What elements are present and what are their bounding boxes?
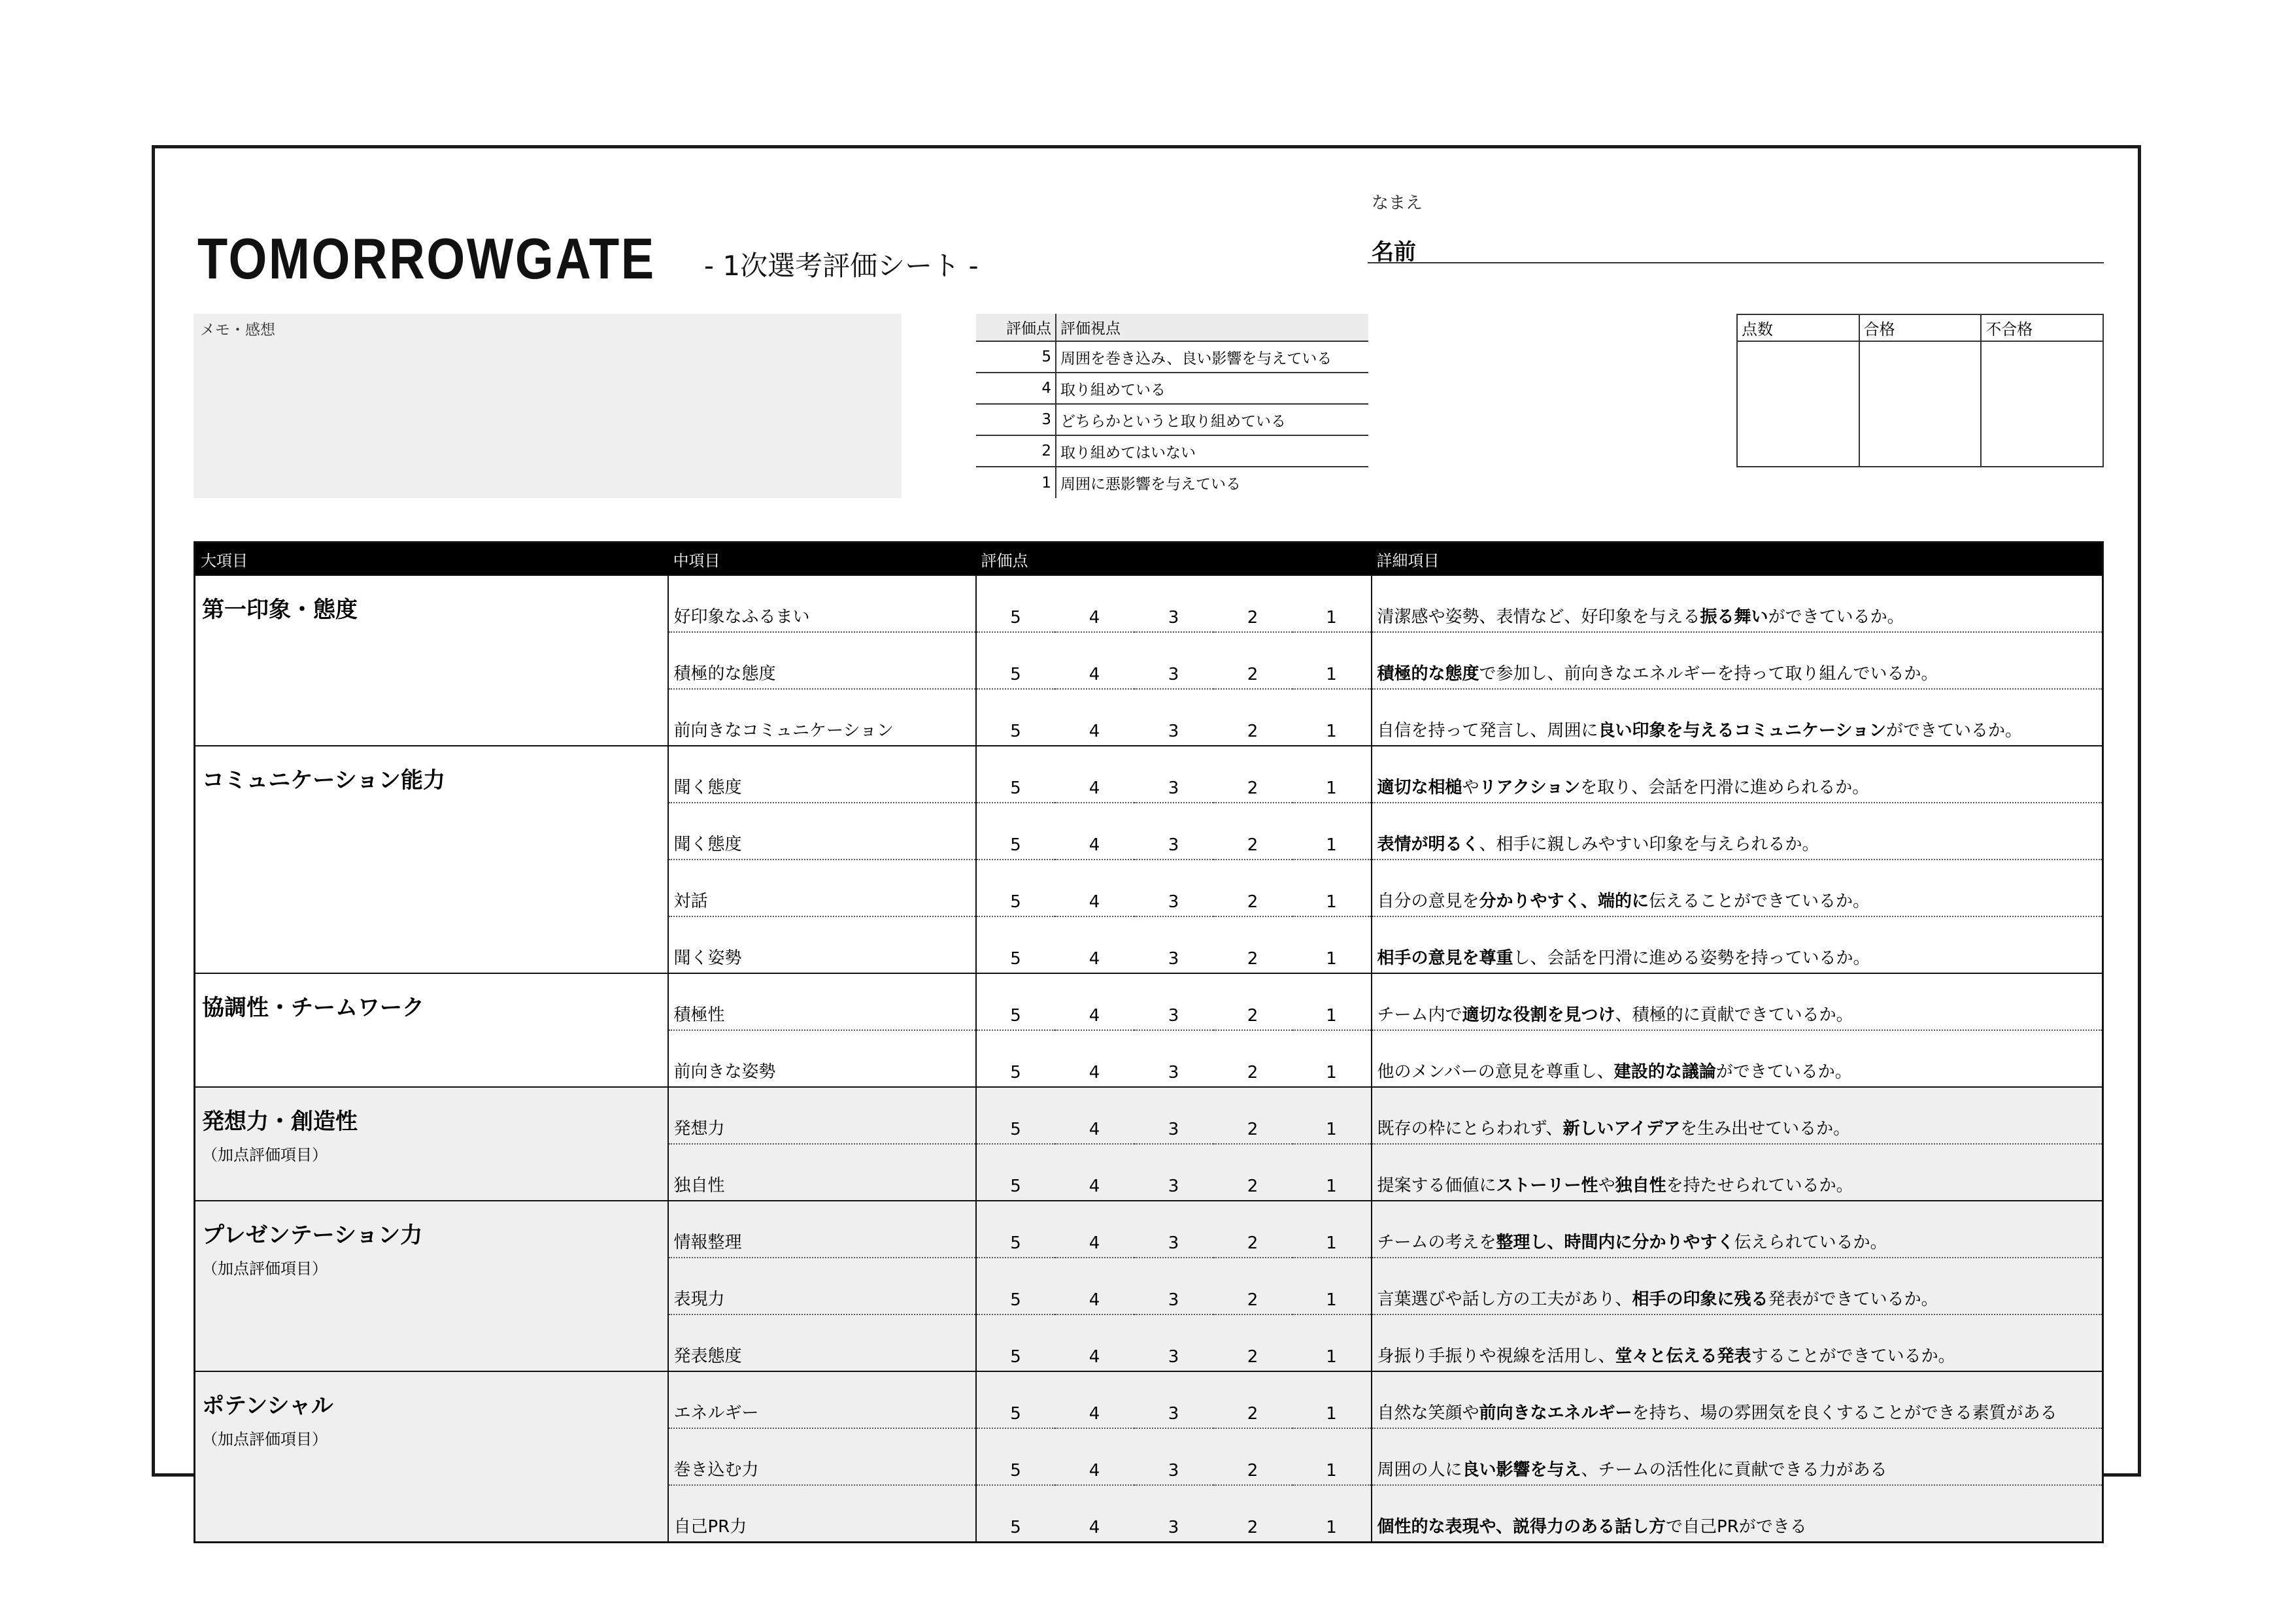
scale-row	[976, 373, 1368, 404]
detail-emphasis: 前向きなエネルギー	[1479, 1403, 1632, 1423]
detail-segment: 既存の枠にとらわれず、	[1377, 1119, 1563, 1139]
category-group	[195, 746, 2103, 973]
header-category: 大項目	[195, 543, 668, 576]
sub-item: 積極的な態度	[668, 632, 976, 689]
score-option-5[interactable]: 5	[976, 1371, 1055, 1428]
detail-segment: することができているか。	[1751, 1347, 1955, 1366]
scale-score: 5	[976, 341, 1056, 373]
score-option-4[interactable]: 4	[1055, 746, 1134, 803]
sub-item: 前向きな姿勢	[668, 1030, 976, 1087]
score-option-2[interactable]: 2	[1213, 803, 1292, 860]
memo-box[interactable]	[194, 314, 902, 498]
detail-segment: を生み出せているか。	[1680, 1119, 1851, 1139]
score-option-4[interactable]: 4	[1055, 689, 1134, 746]
sub-item: 好印象なふるまい	[668, 575, 976, 632]
detail-text	[1372, 860, 2103, 916]
result-box	[1736, 314, 2104, 467]
detail-text	[1372, 1030, 2103, 1087]
table-row	[195, 1087, 2103, 1144]
memo-label: メモ・感想	[200, 322, 275, 339]
table-row	[195, 1201, 2103, 1258]
score-option-1[interactable]: 1	[1292, 632, 1372, 689]
score-option-1[interactable]: 1	[1292, 1258, 1372, 1314]
score-option-4[interactable]: 4	[1055, 1485, 1134, 1543]
detail-segment: 自然な笑顔や	[1377, 1403, 1479, 1423]
detail-segment: 発表ができているか。	[1768, 1290, 1938, 1309]
category-cell	[195, 1371, 668, 1543]
score-option-1[interactable]: 1	[1292, 575, 1372, 632]
detail-emphasis: リアクション	[1479, 778, 1581, 797]
result-header-points: 点数	[1737, 314, 1859, 341]
detail-segment: で参加し、前向きなエネルギーを持って取り組んでいるか。	[1479, 664, 1938, 684]
score-option-1[interactable]: 1	[1292, 860, 1372, 916]
score-option-3[interactable]: 3	[1134, 1201, 1213, 1258]
category-group	[195, 973, 2103, 1087]
sub-item: 巻き込む力	[668, 1428, 976, 1485]
detail-segment: 言葉選びや話し方の工夫があり、	[1377, 1290, 1632, 1309]
header-detail: 詳細項目	[1372, 543, 2103, 576]
detail-segment: 身振り手振りや視線を活用し、	[1377, 1347, 1615, 1366]
scale-score: 4	[976, 373, 1056, 404]
category-name: ポテンシャル	[202, 1393, 333, 1419]
detail-text	[1372, 632, 2103, 689]
score-option-5[interactable]: 5	[976, 916, 1055, 973]
score-option-3[interactable]: 3	[1134, 1144, 1213, 1201]
category-note: （加点評価項目）	[202, 1260, 328, 1278]
score-option-2[interactable]: 2	[1213, 973, 1292, 1030]
category-group	[195, 1371, 2103, 1543]
sub-item: 情報整理	[668, 1201, 976, 1258]
detail-emphasis: 堂々と伝える発表	[1615, 1347, 1751, 1366]
score-option-5[interactable]: 5	[976, 1201, 1055, 1258]
score-option-1[interactable]: 1	[1292, 1485, 1372, 1543]
score-option-4[interactable]: 4	[1055, 1087, 1134, 1144]
sub-item: 積極性	[668, 973, 976, 1030]
score-option-4[interactable]: 4	[1055, 860, 1134, 916]
score-option-2[interactable]: 2	[1213, 1428, 1292, 1485]
detail-emphasis: 良い影響を与え	[1462, 1460, 1581, 1480]
detail-segment: 自信を持って発言し、周囲に	[1377, 721, 1598, 741]
score-option-3[interactable]: 3	[1134, 860, 1213, 916]
category-group	[195, 1087, 2103, 1201]
detail-emphasis: ストーリー性	[1496, 1176, 1598, 1196]
score-option-5[interactable]: 5	[976, 1144, 1055, 1201]
detail-emphasis: 個性的な表現や、説得力のある話し方	[1377, 1517, 1666, 1537]
score-option-1[interactable]: 1	[1292, 1144, 1372, 1201]
detail-text	[1372, 973, 2103, 1030]
score-option-2[interactable]: 2	[1213, 632, 1292, 689]
score-option-3[interactable]: 3	[1134, 916, 1213, 973]
detail-segment: し、会話を円滑に進める姿勢を持っているか。	[1513, 948, 1870, 968]
detail-emphasis: 適切な役割を見つけ	[1462, 1005, 1615, 1025]
sub-item: 聞く態度	[668, 746, 976, 803]
score-option-4[interactable]: 4	[1055, 1144, 1134, 1201]
score-option-2[interactable]: 2	[1213, 1030, 1292, 1087]
scale-score: 2	[976, 435, 1056, 467]
score-option-2[interactable]: 2	[1213, 689, 1292, 746]
category-group	[195, 575, 2103, 746]
detail-segment: 、積極的に貢献できているか。	[1615, 1005, 1853, 1025]
score-option-3[interactable]: 3	[1134, 746, 1213, 803]
detail-segment: ができているか。	[1715, 1062, 1852, 1082]
logo: TOMORROWGATE	[197, 226, 656, 291]
score-option-5[interactable]: 5	[976, 973, 1055, 1030]
score-option-2[interactable]: 2	[1213, 746, 1292, 803]
score-option-2[interactable]: 2	[1213, 860, 1292, 916]
scale-row	[976, 467, 1368, 498]
sub-item: 聞く態度	[668, 803, 976, 860]
detail-emphasis: 新しいアイデア	[1562, 1119, 1681, 1139]
detail-segment: を取り、会話を円滑に進められるか。	[1580, 778, 1870, 797]
category-name: 発想力・創造性	[202, 1109, 358, 1135]
score-option-5[interactable]: 5	[976, 1428, 1055, 1485]
detail-segment: 、相手に親しみやすい印象を与えられるか。	[1479, 835, 1819, 854]
table-row	[195, 746, 2103, 803]
score-option-1[interactable]: 1	[1292, 803, 1372, 860]
score-option-3[interactable]: 3	[1134, 1258, 1213, 1314]
score-option-3[interactable]: 3	[1134, 689, 1213, 746]
detail-text	[1372, 1144, 2103, 1201]
score-option-4[interactable]: 4	[1055, 1201, 1134, 1258]
detail-emphasis: 適切な相槌	[1377, 778, 1462, 797]
detail-text	[1372, 746, 2103, 803]
category-cell	[195, 1201, 668, 1371]
score-option-4[interactable]: 4	[1055, 1258, 1134, 1314]
detail-text	[1372, 1087, 2103, 1144]
score-option-3[interactable]: 3	[1134, 1428, 1213, 1485]
score-option-3[interactable]: 3	[1134, 1485, 1213, 1543]
scale-text: 周囲に悪影響を与えている	[1060, 476, 1241, 493]
detail-segment: で自己PRができる	[1666, 1517, 1807, 1537]
header-score: 評価点	[976, 543, 1372, 576]
detail-segment: 、チームの活性化に貢献できる力がある	[1581, 1460, 1887, 1480]
score-option-5[interactable]: 5	[976, 689, 1055, 746]
category-cell	[195, 746, 668, 973]
detail-emphasis: 整理し、時間内に分かりやすく	[1496, 1233, 1734, 1252]
sub-item: 発想力	[668, 1087, 976, 1144]
score-option-4[interactable]: 4	[1055, 1314, 1134, 1371]
detail-text	[1372, 1314, 2103, 1371]
category-name: 第一印象・態度	[202, 597, 358, 623]
score-option-1[interactable]: 1	[1292, 1371, 1372, 1428]
score-option-3[interactable]: 3	[1134, 575, 1213, 632]
detail-segment: を持ち、場の雰囲気を良くすることができる素質がある	[1632, 1403, 2057, 1423]
detail-emphasis: 相手の意見を尊重	[1377, 948, 1513, 968]
table-row	[195, 575, 2103, 632]
scale-text: 取り組めてはいない	[1056, 435, 1368, 467]
category-note: （加点評価項目）	[202, 1430, 328, 1448]
score-option-4[interactable]: 4	[1055, 916, 1134, 973]
detail-emphasis: 振る舞い	[1700, 607, 1768, 627]
score-option-2[interactable]: 2	[1213, 1314, 1292, 1371]
scale-score: 1	[976, 467, 1056, 498]
sub-item: エネルギー	[668, 1371, 976, 1428]
category-name: コミュニケーション能力	[202, 767, 445, 794]
score-option-5[interactable]: 5	[976, 1258, 1055, 1314]
detail-segment: 伝えることができているか。	[1649, 892, 1870, 911]
scale-header-score: 評価点	[976, 314, 1056, 341]
detail-segment: 他のメンバーの意見を尊重し、	[1377, 1062, 1614, 1082]
score-option-2[interactable]: 2	[1213, 1087, 1292, 1144]
detail-segment: チームの考えを	[1377, 1233, 1496, 1252]
score-option-3[interactable]: 3	[1134, 632, 1213, 689]
score-option-5[interactable]: 5	[976, 575, 1055, 632]
score-option-2[interactable]: 2	[1213, 916, 1292, 973]
score-option-2[interactable]: 2	[1213, 1144, 1292, 1201]
sheet-subtitle: - 1次選考評価シート -	[703, 250, 979, 282]
score-option-4[interactable]: 4	[1055, 1030, 1134, 1087]
scale-text: 取り組めている	[1056, 373, 1368, 404]
detail-text	[1372, 1258, 2103, 1314]
detail-text	[1372, 1485, 2103, 1543]
score-option-2[interactable]: 2	[1213, 575, 1292, 632]
result-header-fail: 不合格	[1981, 314, 2103, 341]
scale-row	[976, 404, 1368, 435]
score-option-5[interactable]: 5	[976, 803, 1055, 860]
score-option-1[interactable]: 1	[1292, 746, 1372, 803]
score-option-1[interactable]: 1	[1292, 1201, 1372, 1258]
result-fail-cell[interactable]	[1981, 341, 2103, 467]
score-option-2[interactable]: 2	[1213, 1201, 1292, 1258]
scale-text: どちらかというと取り組めている	[1056, 404, 1368, 435]
detail-segment: 自分の意見を	[1377, 892, 1479, 911]
score-option-5[interactable]: 5	[976, 860, 1055, 916]
category-name: プレゼンテーション力	[202, 1222, 423, 1248]
detail-text	[1372, 689, 2103, 746]
score-option-5[interactable]: 5	[976, 1030, 1055, 1087]
score-option-3[interactable]: 3	[1134, 973, 1213, 1030]
score-option-1[interactable]: 1	[1292, 916, 1372, 973]
score-option-3[interactable]: 3	[1134, 803, 1213, 860]
detail-segment: チーム内で	[1377, 1005, 1462, 1025]
detail-text	[1372, 1371, 2103, 1428]
score-option-5[interactable]: 5	[976, 746, 1055, 803]
detail-emphasis: 相手の印象に残る	[1632, 1290, 1768, 1309]
score-option-4[interactable]: 4	[1055, 1428, 1134, 1485]
detail-segment: や	[1462, 778, 1479, 797]
detail-segment: ができているか。	[1768, 607, 1904, 627]
sub-item: 前向きなコミュニケーション	[668, 689, 976, 746]
sub-item: 自己PR力	[668, 1485, 976, 1543]
scale-header-view: 評価視点	[1056, 314, 1368, 341]
scale-score: 3	[976, 404, 1056, 435]
score-option-5[interactable]: 5	[976, 1087, 1055, 1144]
score-option-1[interactable]: 1	[1292, 1314, 1372, 1371]
scale-legend	[976, 314, 1368, 498]
detail-emphasis: 独自性	[1615, 1176, 1666, 1196]
detail-emphasis: 積極的な態度	[1377, 664, 1479, 684]
result-header-pass: 合格	[1859, 314, 1982, 341]
detail-segment: や	[1598, 1176, 1615, 1196]
logo-title	[197, 226, 979, 291]
sub-item: 対話	[668, 860, 976, 916]
score-option-2[interactable]: 2	[1213, 1371, 1292, 1428]
result-points-cell[interactable]	[1737, 341, 1859, 467]
score-option-3[interactable]: 3	[1134, 1314, 1213, 1371]
detail-segment: 周囲の人に	[1377, 1460, 1462, 1480]
detail-text	[1372, 803, 2103, 860]
detail-segment: 清潔感や姿勢、表情など、好印象を与える	[1377, 607, 1700, 627]
sub-item: 独自性	[668, 1144, 976, 1201]
detail-text	[1372, 916, 2103, 973]
score-option-5[interactable]: 5	[976, 1314, 1055, 1371]
score-option-5[interactable]: 5	[976, 1485, 1055, 1543]
score-option-2[interactable]: 2	[1213, 1258, 1292, 1314]
category-cell	[195, 1087, 668, 1201]
score-option-1[interactable]: 1	[1292, 689, 1372, 746]
score-option-4[interactable]: 4	[1055, 803, 1134, 860]
score-option-1[interactable]: 1	[1292, 973, 1372, 1030]
sub-item: 表現力	[668, 1258, 976, 1314]
score-option-4[interactable]: 4	[1055, 1371, 1134, 1428]
scale-row	[976, 435, 1368, 467]
evaluation-table	[194, 541, 2104, 1543]
score-option-1[interactable]: 1	[1292, 1428, 1372, 1485]
category-name: 協調性・チームワーク	[202, 995, 424, 1021]
score-option-5[interactable]: 5	[976, 632, 1055, 689]
header-sub: 中項目	[668, 543, 976, 576]
score-option-4[interactable]: 4	[1055, 973, 1134, 1030]
table-row	[195, 973, 2103, 1030]
sub-item: 発表態度	[668, 1314, 976, 1371]
category-cell	[195, 973, 668, 1087]
name-field[interactable]: 名前	[1372, 239, 1416, 265]
detail-emphasis: 分かりやすく、端的に	[1479, 892, 1649, 911]
category-cell	[195, 575, 668, 746]
score-option-1[interactable]: 1	[1292, 1030, 1372, 1087]
score-option-3[interactable]: 3	[1134, 1371, 1213, 1428]
score-option-4[interactable]: 4	[1055, 575, 1134, 632]
detail-text	[1372, 575, 2103, 632]
scale-row	[976, 341, 1368, 373]
detail-segment: を持たせられているか。	[1666, 1176, 1853, 1196]
detail-segment: 伝えられているか。	[1734, 1233, 1887, 1252]
category-note: （加点評価項目）	[202, 1146, 328, 1164]
detail-text	[1372, 1201, 2103, 1258]
category-group	[195, 1201, 2103, 1371]
detail-emphasis: 表情が明るく	[1377, 835, 1479, 854]
name-label: なまえ	[1372, 193, 1423, 213]
score-option-1[interactable]: 1	[1292, 1087, 1372, 1144]
detail-text	[1372, 1428, 2103, 1485]
detail-segment: 提案する価値に	[1377, 1176, 1496, 1196]
score-option-2[interactable]: 2	[1213, 1485, 1292, 1543]
sub-item: 聞く姿勢	[668, 916, 976, 973]
detail-segment: ができているか。	[1886, 721, 2023, 741]
score-option-3[interactable]: 3	[1134, 1030, 1213, 1087]
table-row	[195, 1371, 2103, 1428]
detail-emphasis: 良い印象を与えるコミュニケーション	[1598, 721, 1886, 741]
result-pass-cell[interactable]	[1859, 341, 1982, 467]
detail-emphasis: 建設的な議論	[1613, 1062, 1716, 1082]
score-option-4[interactable]: 4	[1055, 632, 1134, 689]
scale-text: 周囲を巻き込み、良い影響を与えている	[1056, 341, 1368, 373]
score-option-3[interactable]: 3	[1134, 1087, 1213, 1144]
name-underline	[1368, 262, 2104, 263]
